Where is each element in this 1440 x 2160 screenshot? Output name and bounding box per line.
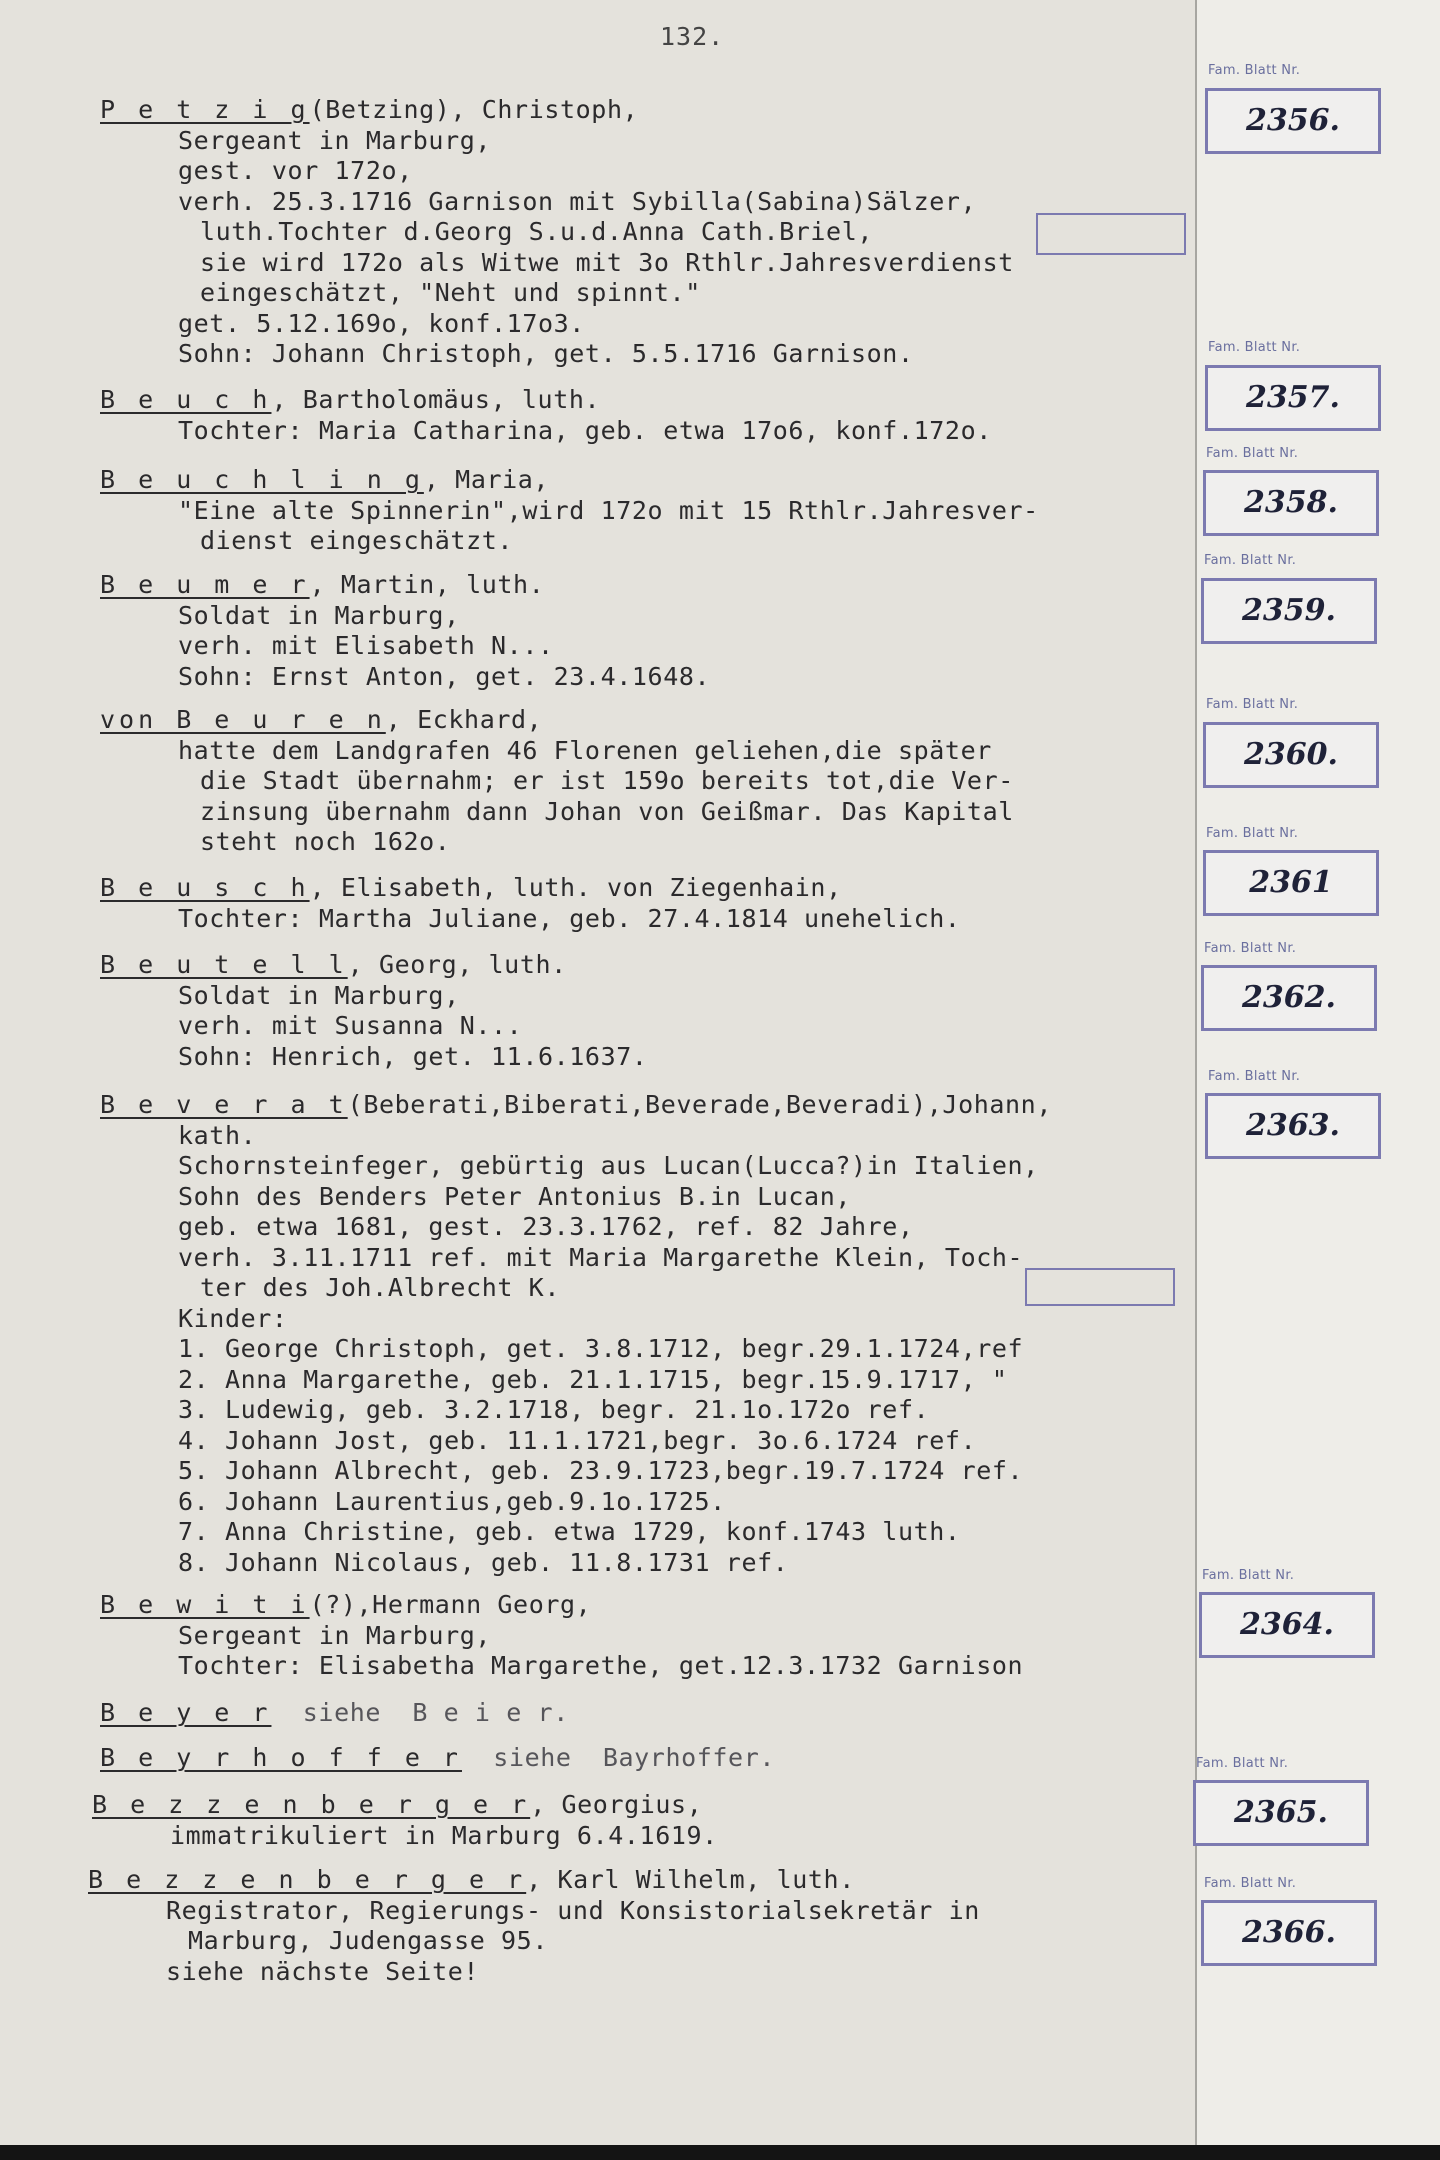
entry-beumer (100, 570, 1195, 692)
entry-text: Tochter: Martha Juliane, geb. 27.4.1814 unehelich. (178, 903, 961, 933)
entry-text: 7. Anna Christine, geb. etwa 1729, konf.1743 luth. (178, 1517, 961, 1546)
stamp-number: 2356. (1246, 103, 1340, 138)
stamp-label: Fam. Blatt Nr. (1208, 340, 1301, 355)
entry-surname: P e t z i g (100, 95, 310, 124)
entry-bewiti (100, 1590, 1195, 1682)
entry-text: dienst eingeschätzt. (200, 526, 514, 555)
entry-text: (Betzing), Christoph, (309, 95, 639, 124)
scan-bottom-edge (0, 2145, 1440, 2160)
stamp-label: Fam. Blatt Nr. (1202, 1568, 1295, 1583)
stamp-label: Fam. Blatt Nr. (1206, 697, 1299, 712)
empty-stamp-box (1025, 1268, 1175, 1306)
entry-text: kath. (178, 1120, 257, 1150)
entry-surname: B e u m e r (100, 570, 310, 599)
entry-bezzenberger-karl-wilhelm (88, 1865, 1183, 1987)
stamp-number: 2360. (1244, 737, 1338, 772)
family-sheet-stamp (1203, 722, 1379, 788)
family-sheet-stamp (1205, 88, 1381, 154)
entry-text: steht noch 162o. (200, 827, 451, 856)
entry-text: Soldat in Marburg, (178, 980, 460, 1010)
entry-beverat (100, 1090, 1195, 1578)
entry-text: Sergeant in Marburg, (178, 1620, 492, 1650)
entry-text: Soldat in Marburg, (178, 600, 460, 630)
family-sheet-stamp (1205, 1093, 1381, 1159)
entry-beyer (100, 1698, 1195, 1729)
entry-text: , Elisabeth, luth. von Ziegenhain, (309, 873, 842, 902)
entry-text: 4. Johann Jost, geb. 11.1.1721,begr. 3o.6.1724 ref. (178, 1425, 977, 1455)
entry-text: , Eckhard, (385, 705, 543, 734)
stamp-number: 2359. (1242, 593, 1336, 628)
entry-surname: B e z z e n b e r g e r (88, 1865, 527, 1894)
entry-text: geb. etwa 1681, gest. 23.3.1762, ref. 82 Jahre, (178, 1212, 914, 1241)
family-sheet-stamp (1203, 850, 1379, 916)
stamp-number: 2357. (1246, 380, 1340, 415)
entry-text: , Bartholomäus, luth. (271, 385, 601, 414)
entry-text: Registrator, Regierungs- und Konsistorialsekretär in (166, 1895, 980, 1925)
entry-text: (?),Hermann Georg, (309, 1590, 592, 1619)
stamp-label: Fam. Blatt Nr. (1208, 1069, 1301, 1084)
entry-surname: B e y e r (100, 1698, 272, 1727)
stamp-label: Fam. Blatt Nr. (1206, 446, 1299, 461)
entry-text: Sohn: Henrich, get. 11.6.1637. (178, 1041, 648, 1071)
family-sheet-stamp (1203, 470, 1379, 536)
family-sheet-stamp (1193, 1780, 1369, 1846)
entry-text: Sohn: Johann Christoph, get. 5.5.1716 Garnison. (178, 339, 914, 368)
entry-text: verh. 3.11.1711 ref. mit Maria Margarethe Klein, Toch- (178, 1242, 1024, 1272)
stamp-label: Fam. Blatt Nr. (1204, 1876, 1297, 1891)
stamp-label: Fam. Blatt Nr. (1206, 826, 1299, 841)
family-sheet-stamp (1201, 965, 1377, 1031)
entry-text: 1. George Christoph, get. 3.8.1712, begr.29.1.1724,ref (178, 1334, 1024, 1363)
entry-text: luth.Tochter d.Georg S.u.d.Anna Cath.Briel, (200, 217, 874, 246)
entry-text: 3. Ludewig, geb. 3.2.1718, begr. 21.1o.172o ref. (178, 1395, 930, 1424)
stamp-number: 2365. (1234, 1795, 1328, 1830)
entry-beusch (100, 873, 1195, 934)
entry-surname: B e u c h l i n g (100, 465, 424, 494)
entry-text: Marburg, Judengasse 95. (188, 1926, 548, 1955)
stamp-label: Fam. Blatt Nr. (1204, 553, 1297, 568)
entry-text: , Georgius, (530, 1790, 703, 1819)
entry-text: Kinder: (178, 1303, 288, 1333)
stamp-number: 2362. (1242, 980, 1336, 1015)
entry-text: Sergeant in Marburg, (178, 125, 492, 155)
entry-surname: B e u t e l l (100, 950, 348, 979)
entry-von-beuren (100, 705, 1195, 858)
entry-text: Sohn des Benders Peter Antonius B.in Lucan, (178, 1181, 852, 1211)
stamp-number: 2366. (1242, 1915, 1336, 1950)
entry-text: siehe nächste Seite! (166, 1956, 480, 1986)
entry-text: verh. mit Elisabeth N... (178, 631, 554, 660)
entry-text: immatrikuliert in Marburg 6.4.1619. (170, 1820, 718, 1850)
page-number: 132. (660, 22, 725, 51)
entry-surname: B e u s c h (100, 873, 310, 902)
entry-text: zinsung übernahm dann Johan von Geißmar. Das Kapital (200, 796, 1014, 826)
family-sheet-stamp (1201, 1900, 1377, 1966)
entry-text: 5. Johann Albrecht, geb. 23.9.1723,begr.19.7.1724 ref. (178, 1456, 1024, 1485)
stamp-number: 2364. (1240, 1607, 1334, 1642)
entry-text: , Martin, luth. (309, 570, 545, 599)
entry-text: Tochter: Maria Catharina, geb. etwa 17o6, konf.172o. (178, 415, 992, 445)
entry-text: 2. Anna Margarethe, geb. 21.1.1715, begr.15.9.1717, " (178, 1364, 1008, 1394)
entry-beuch (100, 385, 1195, 446)
entry-surname: B e u c h (100, 385, 272, 414)
entry-surname: B e v e r a t (100, 1090, 348, 1119)
entry-surname: B e y r h o f f e r (100, 1743, 462, 1772)
entry-crossref: siehe Bayrhoffer. (461, 1743, 776, 1772)
family-sheet-stamp (1205, 365, 1381, 431)
entry-text: (Beberati,Biberati,Beverade,Beveradi),Johann, (347, 1090, 1052, 1119)
entry-text: verh. 25.3.1716 Garnison mit Sybilla(Sabina)Sälzer, (178, 186, 977, 216)
entry-crossref: siehe B e i e r. (271, 1698, 569, 1727)
entry-text: gest. vor 172o, (178, 156, 413, 185)
entry-text: Tochter: Elisabetha Margarethe, get.12.3.1732 Garnison (178, 1651, 1024, 1680)
entry-text: sie wird 172o als Witwe mit 3o Rthlr.Jahresverdienst (200, 247, 1014, 277)
entry-beyrhoffer (100, 1743, 1195, 1774)
entry-surname: B e z z e n b e r g e r (92, 1790, 531, 1819)
entry-text: 8. Johann Nicolaus, geb. 11.8.1731 ref. (178, 1547, 789, 1577)
entry-text: ter des Joh.Albrecht K. (200, 1273, 560, 1302)
family-sheet-stamp (1199, 1592, 1375, 1658)
stamp-label: Fam. Blatt Nr. (1204, 941, 1297, 956)
entry-text: Sohn: Ernst Anton, get. 23.4.1648. (178, 661, 711, 691)
entry-petzig (100, 95, 1195, 370)
entry-beutell (100, 950, 1195, 1072)
entry-bezzenberger-georgius (92, 1790, 1187, 1851)
stamp-number: 2361 (1249, 865, 1333, 900)
stamp-label: Fam. Blatt Nr. (1208, 63, 1301, 78)
empty-stamp-box (1036, 213, 1186, 255)
entry-text: eingeschätzt, "Neht und spinnt." (200, 278, 701, 307)
entry-text: verh. mit Susanna N... (178, 1011, 523, 1040)
entry-text: die Stadt übernahm; er ist 159o bereits tot,die Ver- (200, 766, 1014, 795)
entry-text: hatte dem Landgrafen 46 Florenen geliehen,die später (178, 735, 992, 765)
stamp-number: 2363. (1246, 1108, 1340, 1143)
entry-surname: von B e u r e n (100, 705, 386, 734)
entry-surname: B e w i t i (100, 1590, 310, 1619)
family-sheet-stamp (1201, 578, 1377, 644)
stamp-number: 2358. (1244, 485, 1338, 520)
entry-text: , Georg, luth. (347, 950, 567, 979)
entry-text: , Maria, (423, 465, 550, 494)
entry-text: Schornsteinfeger, gebürtig aus Lucan(Lucca?)in Italien, (178, 1151, 1039, 1180)
entry-text: get. 5.12.169o, konf.17o3. (178, 308, 585, 338)
entry-text: 6. Johann Laurentius,geb.9.1o.1725. (178, 1486, 726, 1516)
stamp-label: Fam. Blatt Nr. (1196, 1756, 1289, 1771)
entry-text: , Karl Wilhelm, luth. (526, 1865, 855, 1894)
entry-beuchling (100, 465, 1195, 557)
entry-text: "Eine alte Spinnerin",wird 172o mit 15 Rthlr.Jahresver- (178, 495, 1039, 525)
